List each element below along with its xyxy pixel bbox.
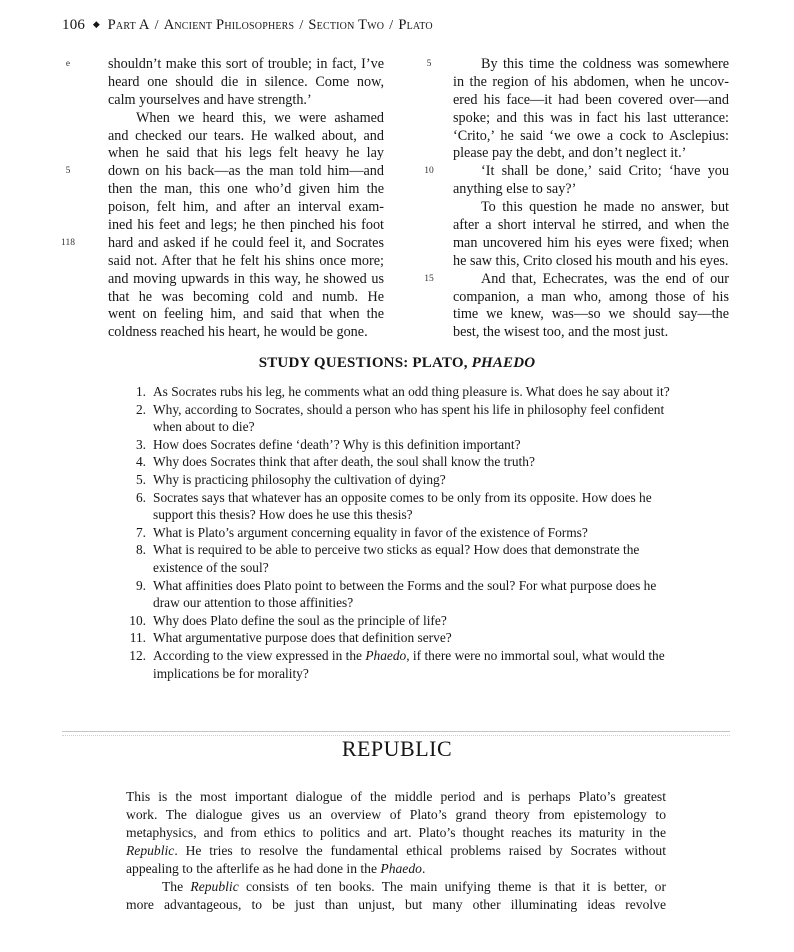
text-line: work. The dialogue gives us an overview of Plato’s grand theory from epistemology to	[126, 807, 666, 822]
text-line: please pay the debt, and don’t neglect it.’	[453, 145, 687, 162]
text-line: hard and asked if he could feel it, and Socrates	[108, 234, 384, 251]
text-part: consists of ten books. The main unifying theme is that it is better, or	[238, 879, 666, 894]
list-item	[100, 647, 670, 682]
text-line: heard one should die in silence. Come now,	[108, 73, 384, 90]
running-header	[62, 17, 433, 34]
question-number: 11.	[129, 630, 146, 646]
header-separator: /	[154, 18, 159, 33]
header-author: Plato	[398, 17, 433, 33]
header-part: Part A	[107, 17, 150, 33]
stephanus-marker-118: 118	[61, 238, 75, 248]
text-line: best, the wisest too, and the most just.	[453, 324, 669, 341]
list-item	[100, 453, 670, 471]
text-line: then the man, this one who’d given him the	[108, 181, 384, 198]
question-text: Why does Plato define the soul as the principle of life?	[153, 612, 447, 628]
question-text: Why does Socrates think that after death, the soul shall know the truth?	[153, 454, 535, 470]
question-text-italic: Phaedo	[365, 647, 407, 663]
question-number: 1.	[135, 384, 146, 399]
question-text-part: According to the view expressed in the	[153, 647, 366, 663]
list-item	[100, 383, 670, 401]
question-text: Why is practicing philosophy the cultivation of dying?	[153, 471, 446, 487]
italic-title: Republic	[126, 843, 175, 858]
question-number: 9.	[135, 577, 146, 593]
question-text: What is Plato’s argument concerning equality in favor of the existence of Forms?	[153, 524, 588, 540]
text-line: This is the most important dialogue of the middle period and is perhaps Plato’s greatest	[126, 789, 666, 804]
text-line	[126, 860, 666, 878]
question-text: Socrates says that whatever has an opposite comes to be only from its opposite. How does he support this thesis? How does he use this thesis?	[153, 489, 652, 523]
text-line: ined his feet and legs; he then pinched his foot	[108, 217, 384, 234]
stephanus-marker-e: e	[65, 59, 71, 69]
text-line: anything else to say?’	[453, 181, 577, 198]
study-questions-heading-prefix: STUDY QUESTIONS: PLATO,	[258, 355, 472, 371]
question-text: What is required to be able to perceive two sticks as equal? How does that demonstrate the existence of the soul?	[153, 542, 640, 575]
question-number: 8.	[135, 542, 146, 558]
list-item	[100, 541, 670, 576]
text-part: .	[421, 861, 426, 876]
text-line: in the region of his abdomen, when he uncov-	[453, 73, 729, 90]
list-item	[100, 489, 670, 524]
header-separator: /	[299, 18, 304, 33]
page-number: 106	[62, 17, 86, 33]
left-text-column	[108, 56, 384, 342]
question-number: 3.	[135, 436, 146, 452]
line-marker-15: 15	[424, 273, 434, 284]
question-text: Why, according to Socrates, should a person who has spent his life in philosophy feel confident when about to die?	[153, 401, 665, 435]
text-line: spoke; and this was in fact his last utterance:	[453, 109, 729, 126]
text-line: By this time the coldness was somewhere	[481, 56, 729, 72]
text-line: that he was becoming cold and numb. He	[108, 288, 384, 305]
list-item	[100, 612, 670, 630]
text-part: appealing to the afterlife as he had done in the	[126, 861, 381, 876]
italic-title: Republic	[190, 879, 239, 894]
text-line	[126, 878, 666, 896]
question-text: How does Socrates define ‘death’? Why is this definition important?	[153, 436, 521, 452]
text-line: shouldn’t make this sort of trouble; in fact, I’ve	[108, 56, 384, 72]
question-text: As Socrates rubs his leg, he comments what an odd thing pleasure is. What does he say about it?	[153, 384, 670, 399]
study-questions-heading-work: PHAEDO	[471, 355, 536, 371]
header-section: Section Two	[308, 17, 385, 33]
section-divider	[62, 731, 730, 732]
header-separator: /	[389, 18, 394, 33]
text-line: When we heard this, we were ashamed	[136, 109, 384, 126]
list-item	[100, 436, 670, 454]
text-line: poison, felt him, and after an interval exam-	[108, 199, 384, 216]
header-book: Ancient Philosophers	[163, 17, 295, 33]
list-item	[100, 524, 670, 542]
text-line: metaphysics, and from ethics to politics and art. Plato’s thought reaches its maturity in the	[126, 825, 666, 840]
text-line: coldness reached his heart, he would be gone.	[108, 324, 368, 341]
text-line	[126, 842, 666, 860]
right-text-column	[453, 56, 729, 342]
list-item	[100, 629, 670, 647]
text-line: ered his face—it had been covered over—and	[453, 91, 729, 108]
section-title: REPUBLIC	[341, 736, 453, 761]
line-marker-5: 5	[426, 59, 432, 69]
study-questions-list	[100, 383, 670, 682]
text-line: And that, Echecrates, was the end of our	[481, 270, 729, 287]
text-line: and moving upwards in this way, he showed us	[108, 270, 384, 287]
text-line: calm yourselves and have strength.’	[108, 91, 312, 108]
text-line: he saw this, Crito closed his mouth and his eyes.	[453, 252, 729, 269]
question-text: What affinities does Plato point to between the Forms and the soul? For what purpose does he draw our attention to those affinities?	[153, 577, 657, 611]
question-text	[153, 648, 665, 681]
text-line: more advantageous, to be just than unjust, but many other illuminating ideas revolve	[126, 897, 666, 912]
text-line: down on his back—as the man told him—and	[108, 163, 384, 180]
text-line: companion, a man who, among those of his	[453, 288, 729, 305]
question-number: 10.	[129, 612, 146, 628]
text-line: To this question he made no answer, but	[481, 199, 729, 216]
question-number: 4.	[135, 454, 146, 470]
study-questions-heading	[0, 355, 794, 372]
line-marker-10: 10	[424, 166, 434, 177]
text-line: and checked our tears. He walked about, and	[108, 127, 384, 144]
text-part: The	[162, 879, 191, 894]
text-line: ‘It shall be done,’ said Crito; ‘have you	[481, 163, 729, 180]
text-line: time we knew, was—so we should say—the	[453, 306, 729, 323]
line-marker-5: 5	[65, 166, 71, 177]
text-line: when he said that his legs felt heavy he lay	[108, 145, 384, 162]
italic-title: Phaedo	[380, 861, 422, 876]
list-item	[100, 401, 670, 436]
question-number: 12.	[129, 647, 146, 663]
text-line: said not. After that he felt his shins once more;	[108, 252, 384, 269]
question-number: 2.	[135, 401, 146, 417]
text-line: ‘Crito,’ he said ‘we owe a cock to Asclepius:	[453, 127, 729, 144]
text-line: went on feeling him, and said that when the	[108, 306, 384, 323]
list-item	[100, 577, 670, 612]
question-number: 5.	[135, 471, 146, 487]
diamond-icon: ◆	[92, 19, 100, 29]
text-part: . He tries to resolve the fundamental ethical problems raised by Socrates without	[174, 843, 666, 858]
question-text-part: , if there were no immortal soul, what would the implications be for morality?	[153, 647, 665, 681]
list-item	[100, 471, 670, 489]
question-number: 7.	[135, 524, 146, 540]
text-line: man uncovered him his eyes were fixed; when	[453, 234, 729, 251]
text-line: after a short interval he stirred, and when the	[453, 217, 729, 234]
question-text: What argumentative purpose does that definition serve?	[153, 630, 452, 646]
question-number: 6.	[135, 489, 146, 505]
republic-intro	[126, 788, 666, 914]
